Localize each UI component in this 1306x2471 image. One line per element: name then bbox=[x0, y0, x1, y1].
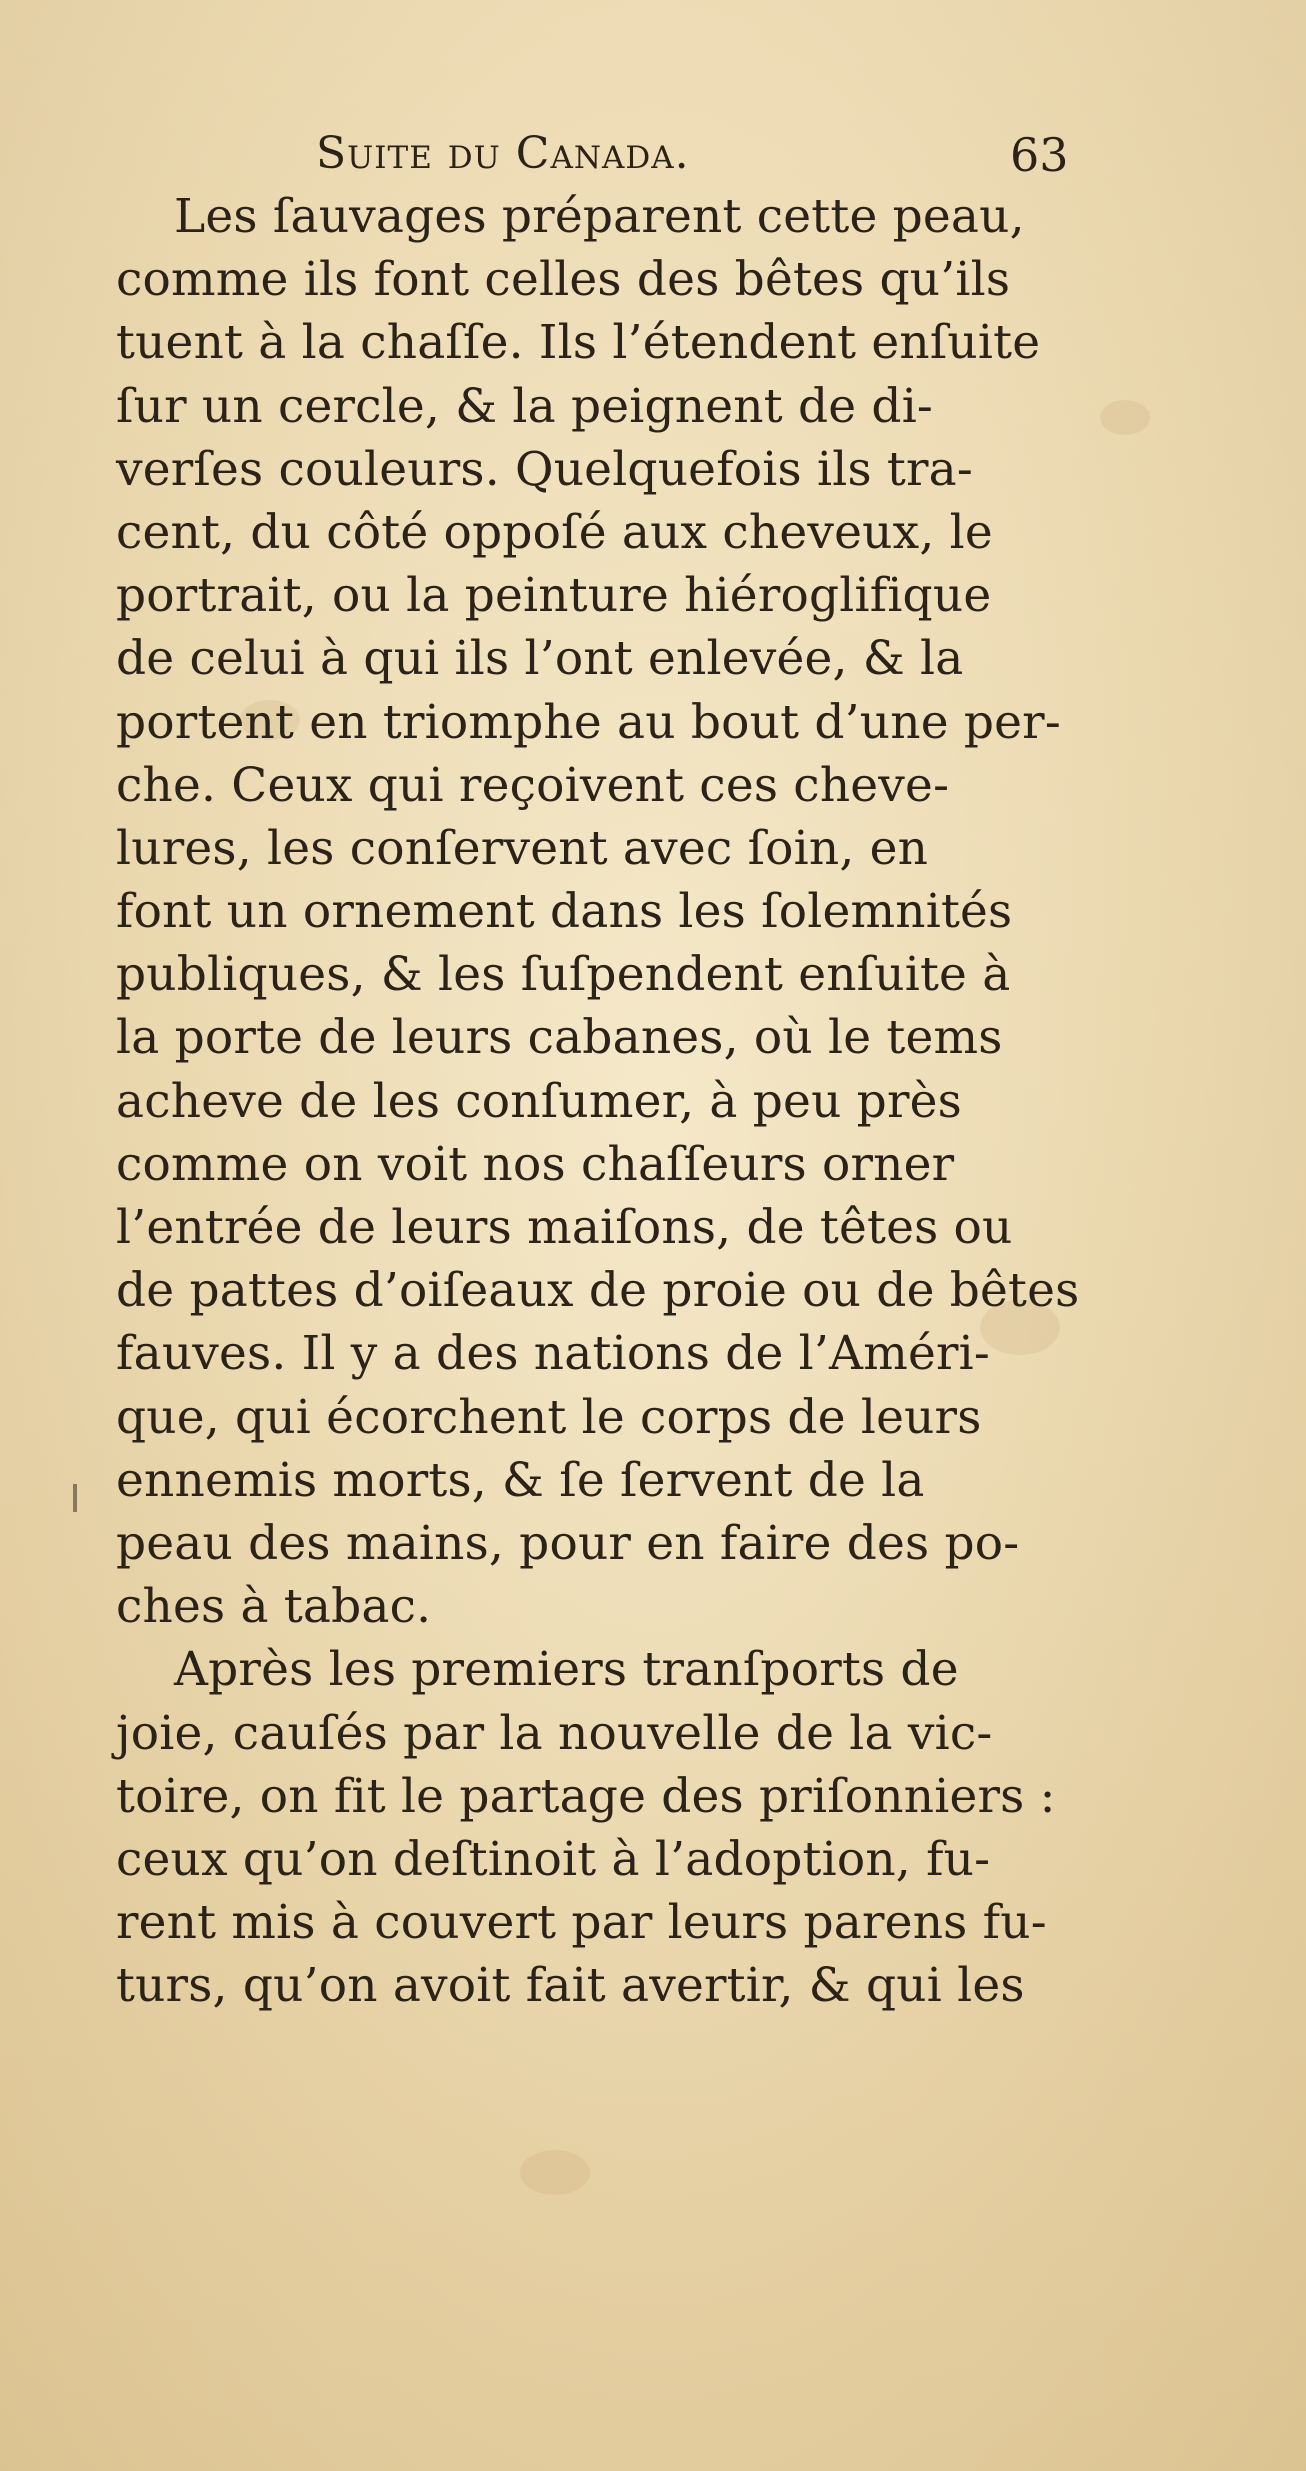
text-line: la porte de leurs cabanes, où le tems bbox=[116, 1010, 1003, 1066]
text-line: turs, qu’on avoit fait avertir, & qui les bbox=[116, 1958, 1025, 2014]
paper-stain bbox=[1100, 400, 1150, 435]
running-head: Suite du Canada. bbox=[316, 128, 690, 179]
text-line: portrait, ou la peinture hiéroglifique bbox=[116, 568, 992, 624]
text-line: fauves. Il y a des nations de l’Améri- bbox=[116, 1326, 990, 1382]
text-line: Après les premiers tranſports de bbox=[174, 1642, 959, 1698]
page-number: 63 bbox=[1010, 128, 1069, 182]
text-line: que, qui écorchent le corps de leurs bbox=[116, 1389, 982, 1445]
text-line: portent en triomphe au bout d’une per- bbox=[116, 694, 1061, 750]
text-line: ches à tabac. bbox=[116, 1579, 432, 1635]
text-line: comme on voit nos chaſſeurs orner bbox=[116, 1136, 955, 1192]
text-line: font un ornement dans les ſolemnités bbox=[116, 884, 1013, 940]
body-text bbox=[116, 185, 1080, 2017]
text-line: toire, on fit le partage des priſonniers : bbox=[116, 1768, 1056, 1824]
text-line: ſur un cercle, & la peignent de di- bbox=[116, 378, 934, 434]
text-line: publiques, & les ſuſpendent enſuite à bbox=[116, 947, 1011, 1003]
text-line: ceux qu’on deſtinoit à l’adoption, fu- bbox=[116, 1831, 991, 1887]
text-line: comme ils font celles des bêtes qu’ils bbox=[116, 252, 1011, 308]
text-line: tuent à la chaſſe. Ils l’étendent enſuite bbox=[116, 315, 1041, 371]
text-line: verſes couleurs. Quelquefois ils tra- bbox=[116, 441, 973, 497]
text-line: peau des mains, pour en faire des po- bbox=[116, 1515, 1020, 1571]
text-line: che. Ceux qui reçoivent ces cheve- bbox=[116, 757, 950, 813]
paper-stain bbox=[520, 2150, 590, 2195]
text-line: cent, du côté oppoſé aux cheveux, le bbox=[116, 504, 993, 560]
text-line: rent mis à couvert par leurs parens fu- bbox=[116, 1895, 1047, 1951]
text-line: joie, cauſés par la nouvelle de la vic- bbox=[116, 1705, 993, 1761]
text-line: acheve de les conſumer, à peu près bbox=[116, 1073, 962, 1129]
text-line: ennemis morts, & ſe ſervent de la bbox=[116, 1452, 925, 1508]
text-line: l’entrée de leurs maiſons, de têtes ou bbox=[116, 1200, 1013, 1255]
text-line: de celui à qui ils l’ont enlevée, & la bbox=[116, 631, 964, 687]
text-line: de pattes d’oiſeaux de proie ou de bêtes bbox=[116, 1263, 1080, 1319]
margin-mark bbox=[73, 1484, 77, 1512]
text-line: Les ſauvages préparent cette peau, bbox=[174, 189, 1025, 244]
text-line: lures, les conſervent avec ſoin, en bbox=[116, 820, 929, 876]
